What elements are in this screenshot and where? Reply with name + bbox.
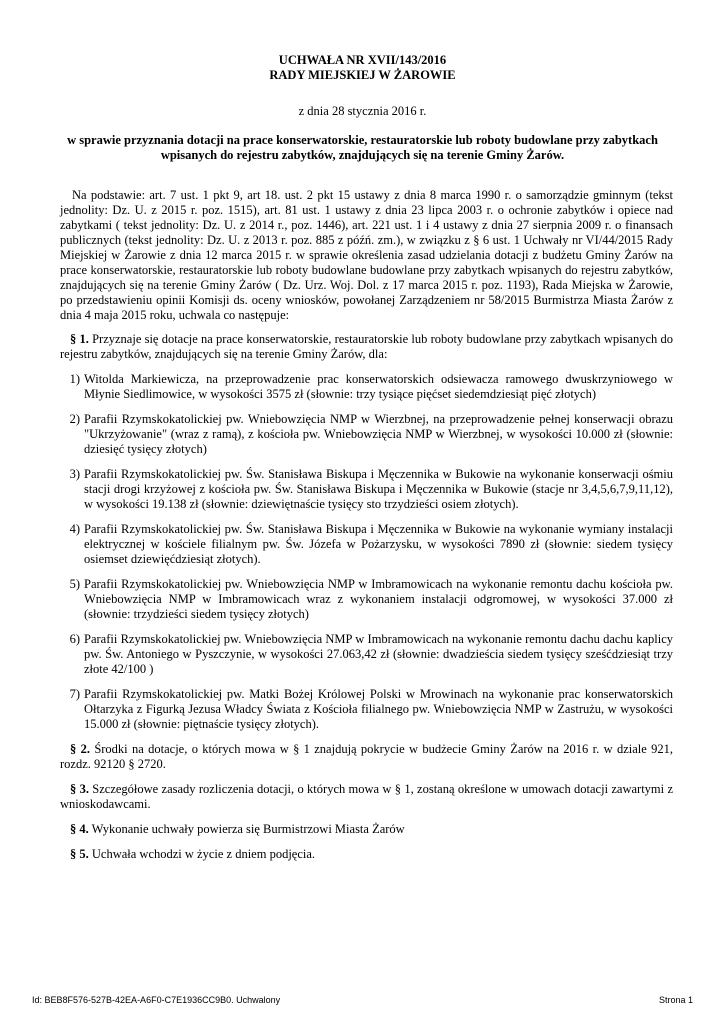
- document-subject: w sprawie przyznania dotacji na prace konserwatorskie, restauratorskie lub roboty budowlane przy zabytkach wpisanych do rejestru zabytków, znajdujących się na terenie Gminy Żarów.: [67, 133, 658, 162]
- list-item: [60, 522, 673, 567]
- list-item: [60, 632, 673, 677]
- document-date: z dnia 28 stycznia 2016 r.: [298, 104, 427, 118]
- footer-document-id: Id: BEB8F576-527B-42EA-A6F0-C7E1936CC9B0. Uchwalony: [32, 995, 281, 1005]
- document-body: [60, 188, 673, 872]
- list-item-number: 3): [69, 467, 80, 481]
- list-item-text: Parafii Rzymskokatolickiej pw. Św. Stanisława Biskupa i Męczennika w Bukowie na wykonanie wymiany instalacji elektrycznej w kościele filialnym pw. Św. Józefa w Pożarzysku, w wysokości 7890 zł (słownie: siedem tysięcy osiemset dziewięćdziesiąt złotych).: [84, 522, 673, 566]
- section-2-text: Środki na dotacje, o których mowa w § 1 znajdują pokrycie w budżecie Gminy Żarów na 2016 r. w dziale 921, rozdz. 92120 § 2720.: [60, 742, 674, 771]
- section-3: [60, 782, 673, 812]
- list-item-number: 1): [69, 372, 80, 386]
- title-line-2: RADY MIEJSKIEJ W ŻAROWIE: [269, 68, 456, 82]
- section-1: [60, 332, 673, 362]
- list-item: [60, 577, 673, 622]
- section-2: [60, 742, 673, 772]
- list-item-number: 7): [69, 687, 80, 701]
- section-4: [60, 822, 673, 837]
- section-4-text: Wykonanie uchwały powierza się Burmistrzowi Miasta Żarów: [91, 822, 405, 836]
- list-item-number: 6): [69, 632, 80, 646]
- grant-list: [60, 372, 673, 732]
- section-4-label: § 4.: [70, 822, 89, 836]
- section-5: [60, 847, 673, 862]
- list-item-text: Parafii Rzymskokatolickiej pw. Św. Stanisława Biskupa i Męczennika w Bukowie na wykonanie konserwacji ośmiu stacji drogi krzyżowej z kościoła pw. Św. Stanisława Biskupa i Męczennika w Bukowie (stacje nr 3,4,5,6,7,9,11,12), w wysokości 19.138 zł (słownie: dziewiętnaście tysięcy sto trzydzieści osiem złotych).: [84, 467, 673, 511]
- section-5-text: Uchwała wchodzi w życie z dniem podjęcia.: [91, 847, 316, 861]
- list-item: [60, 467, 673, 512]
- list-item: [60, 412, 673, 457]
- document-title: [0, 53, 725, 83]
- list-item-text: Parafii Rzymskokatolickiej pw. Wniebowzięcia NMP w Imbramowicach na wykonanie remontu dachu kościoła pw. Wniebowzięcia NMP w Imbramowicach wraz z wykonaniem instalacji odgromowej, w wysokości 37.000 zł (słownie: trzydzieści siedem tysięcy złotych): [84, 577, 673, 621]
- section-3-text: Szczegółowe zasady rozliczenia dotacji, o których mowa w § 1, zostaną określone w umowach dotacji zawartymi z wnioskodawcami.: [60, 782, 673, 811]
- section-3-label: § 3.: [70, 782, 89, 796]
- title-line-1: UCHWAŁA NR XVII/143/2016: [278, 53, 447, 67]
- section-2-label: § 2.: [70, 742, 90, 756]
- list-item-number: 2): [69, 412, 80, 426]
- section-1-label: § 1.: [70, 332, 89, 346]
- preamble: Na podstawie: art. 7 ust. 1 pkt 9, art 18. ust. 2 pkt 15 ustawy z dnia 8 marca 1990 r. o samorządzie gminnym (tekst jednolity: Dz. U. z 2015 r. poz. 1515), art. 81 ust. 1 ustawy z dnia 23 lipca 2003 r. o ochronie zabytków i opiece nad zabytkami ( tekst jednolity: Dz. U. z 2014 r., poz. 1446), art. 221 ust. 1 i 4 ustawy z dnia 27 sierpnia 2009 r. o finansach publicznych (tekst jednolity: Dz. U. z 2013 r. poz. 885 z późń. zm.), w związku z § 6 ust. 1 Uchwały nr VI/44/2015 Rady Miejskiej w Żarowie z dnia 12 marca 2015 r. w sprawie określenia zasad udzielania dotacji z budżetu Gminy Żarów na prace konserwatorskie, restauratorskie lub roboty budowlane budowlane przy zabytkach wpisanych do rejestru zabytków, znajdujących się na terenie Gminy Żarów ( Dz. Urz. Woj. Dol. z 17 marca 2015 r. poz. 1193), Rada Miejska w Żarowie, po przedstawieniu opinii Komisji ds. oceny wniosków, powołanej Zarządzeniem nr 58/2015 Burmistrza Miasta Żarów z dnia 4 maja 2015 roku, uchwala co następuje:: [60, 188, 673, 322]
- list-item-text: Parafii Rzymskokatolickiej pw. Wniebowzięcia NMP w Imbramowicach na wykonanie remontu dachu dachu kaplicy pw. Św. Antoniego w Pyszczynie, w wysokości 27.063,42 zł (słownie: dwadzieścia siedem tysięcy sześćdziesiąt trzy złote 42/100 ): [84, 632, 673, 676]
- list-item-number: 5): [69, 577, 80, 591]
- list-item-text: Parafii Rzymskokatolickiej pw. Wniebowzięcia NMP w Wierzbnej, na przeprowadzenie pełnej konserwacji obrazu "Ukrzyżowanie" (wraz z ramą), z kościoła pw. Wniebowzięcia NMP w Wierzbnej, w wysokości 10.000 zł (słownie: dziesięć tysięcy złotych): [84, 412, 673, 456]
- list-item-text: Parafii Rzymskokatolickiej pw. Matki Bożej Królowej Polski w Mrowinach na wykonanie prac konserwatorskich Ołtarzyka z Figurką Jezusa Władcy Świata z Kościoła filialnego pw. Wniebowzięcia NMP w Zastrużu, w wysokości 15.000 zł (słownie: piętnaście tysięcy złotych).: [84, 687, 673, 731]
- list-item-number: 4): [69, 522, 80, 536]
- footer-page-number: Strona 1: [658, 995, 693, 1005]
- list-item: [60, 687, 673, 732]
- list-item-text: Witolda Markiewicza, na przeprowadzenie prac konserwatorskich odsiewacza ramowego dwuskrzyniowego w Młynie Siedlimowice, w wysokości 3575 zł (słownie: trzy tysiące pięćset siedemdziesiąt pięć złotych): [84, 372, 673, 401]
- section-1-text: Przyznaje się dotacje na prace konserwatorskie, restauratorskie lub roboty budowlane przy zabytkach wpisanych do rejestru zabytków, znajdujących się na terenie Gminy Żarów, dla:: [60, 332, 674, 361]
- list-item: [60, 372, 673, 402]
- section-5-label: § 5.: [70, 847, 89, 861]
